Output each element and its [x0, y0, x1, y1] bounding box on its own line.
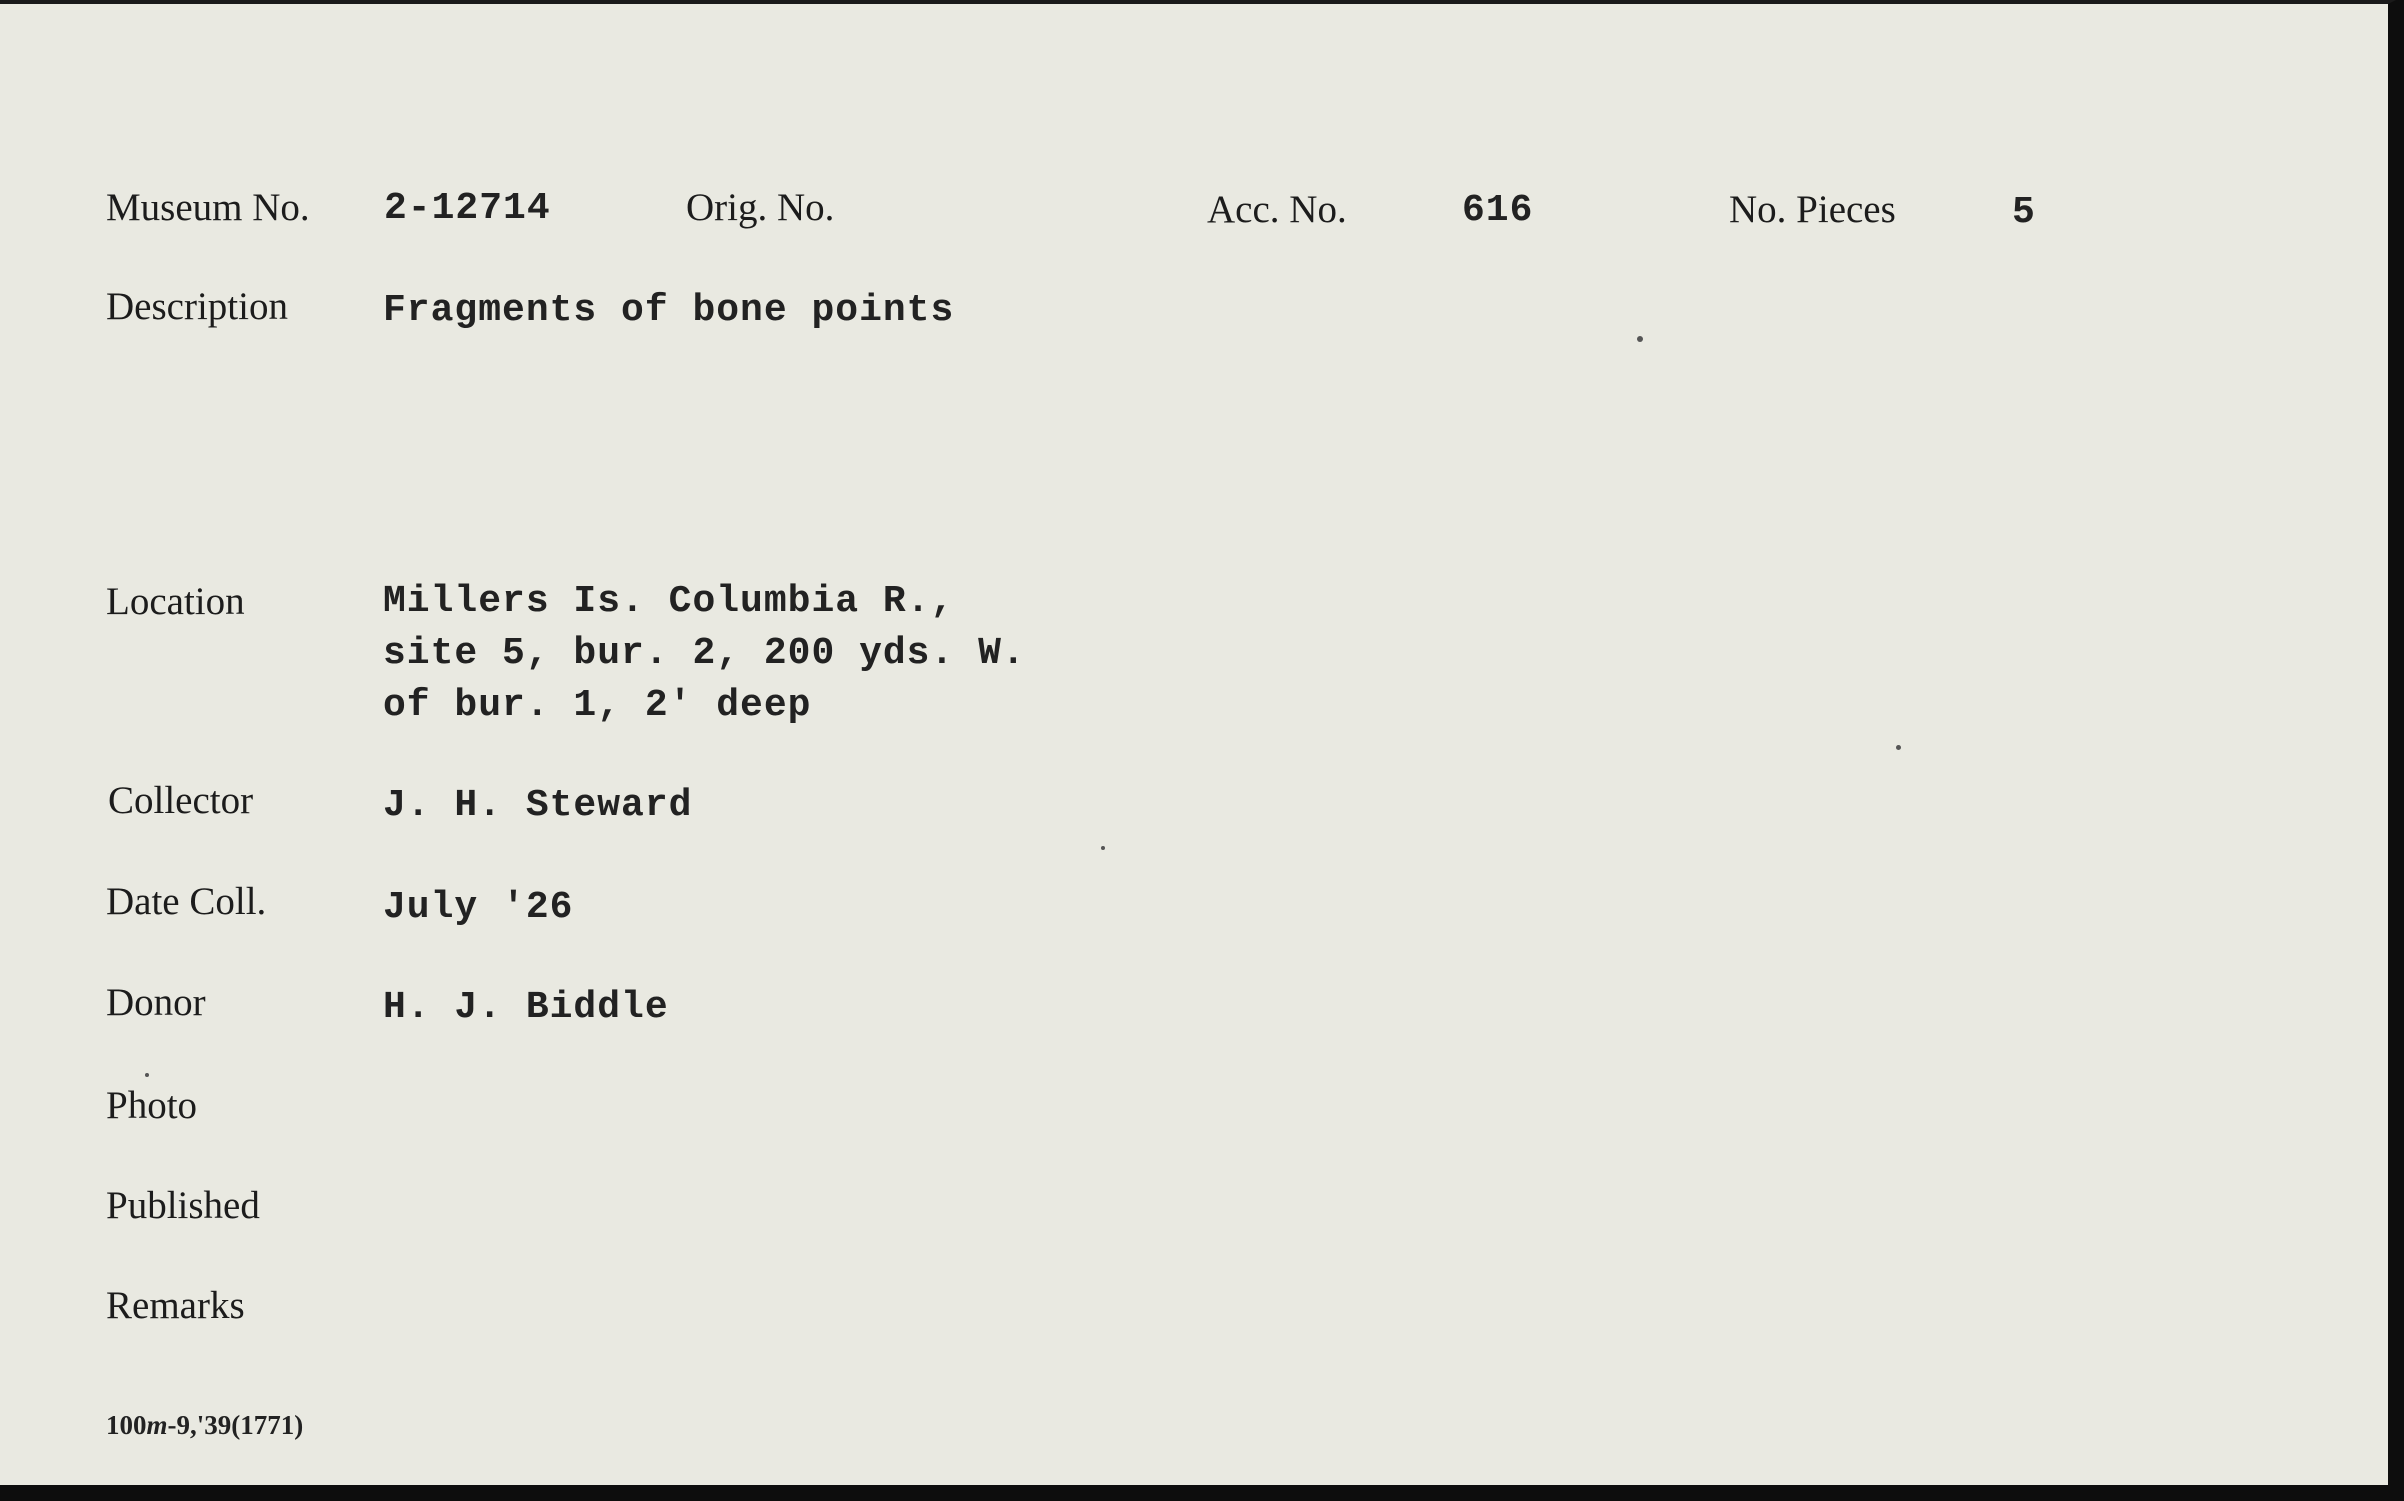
date-coll-label: Date Coll. — [106, 880, 267, 923]
form-code: 100m-9,'39(1771) — [106, 1410, 304, 1440]
location-value — [383, 576, 1026, 732]
location-label: Location — [106, 580, 245, 623]
location-line: site 5, bur. 2, 200 yds. W. — [383, 632, 1026, 675]
paper-speck — [145, 1073, 149, 1077]
remarks-label: Remarks — [106, 1284, 245, 1327]
description-value: Fragments of bone points — [383, 289, 955, 332]
acc-no-label: Acc. No. — [1207, 188, 1347, 231]
paper-speck — [1896, 745, 1901, 750]
published-label: Published — [106, 1184, 260, 1227]
collector-value: J. H. Steward — [383, 784, 693, 827]
paper-speck — [1637, 336, 1643, 342]
description-label: Description — [106, 285, 288, 328]
location-line: of bur. 1, 2' deep — [383, 684, 812, 727]
no-pieces-value: 5 — [2012, 191, 2036, 234]
acc-no-value: 616 — [1462, 189, 1534, 232]
donor-label: Donor — [106, 981, 206, 1024]
collector-label: Collector — [108, 779, 254, 822]
orig-no-label: Orig. No. — [686, 186, 835, 229]
paper-speck — [1101, 846, 1105, 850]
photo-label: Photo — [106, 1084, 198, 1127]
date-coll-value: July '26 — [383, 886, 574, 929]
museum-no-value: 2-12714 — [384, 187, 551, 230]
location-line: Millers Is. Columbia R., — [383, 580, 955, 623]
no-pieces-label: No. Pieces — [1729, 188, 1896, 231]
museum-no-label: Museum No. — [106, 186, 310, 229]
donor-value: H. J. Biddle — [383, 986, 669, 1029]
